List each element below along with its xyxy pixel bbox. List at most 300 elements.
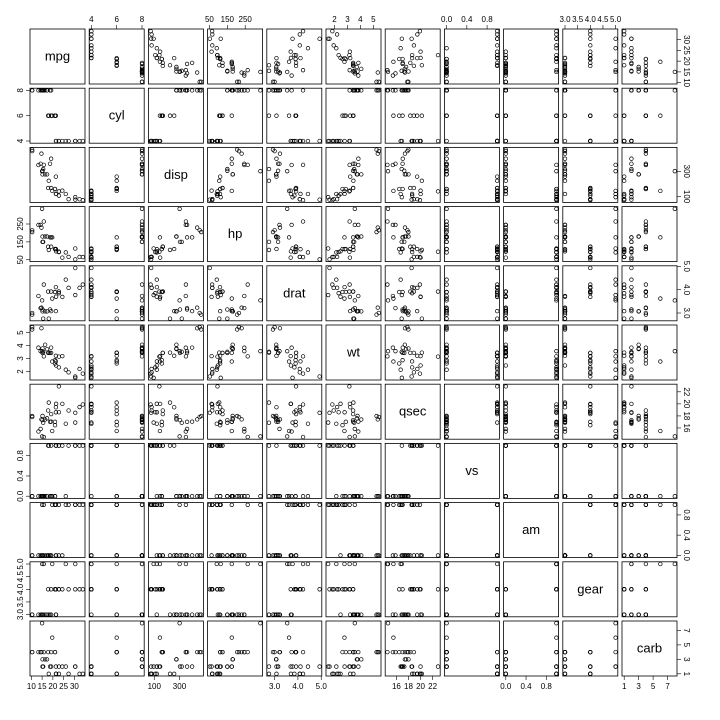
point-vs-qsec-27 <box>400 444 404 448</box>
point-hp-mpg-18 <box>73 258 77 262</box>
point-carb-wt-30 <box>353 621 357 625</box>
point-disp-vs-3 <box>495 175 499 179</box>
point-mpg-cyl-7 <box>90 50 94 54</box>
point-drat-mpg-26 <box>64 278 68 282</box>
point-vs-carb-10 <box>644 444 648 448</box>
panel-am-disp <box>148 503 203 558</box>
point-carb-drat-26 <box>306 665 310 669</box>
point-drat-vs-18 <box>495 266 499 270</box>
point-cyl-drat-26 <box>306 139 310 143</box>
point-hp-qsec-9 <box>408 245 412 249</box>
point-gear-mpg-15 <box>30 613 34 617</box>
point-disp-carb-5 <box>622 179 626 183</box>
point-disp-wt-3 <box>348 175 352 179</box>
tick-left-vs-0-label: 0.0 <box>16 490 25 502</box>
point-drat-hp-22 <box>226 308 230 312</box>
point-disp-drat-24 <box>275 157 279 161</box>
point-mpg-carb-13 <box>637 70 641 74</box>
point-mpg-disp-5 <box>168 63 172 67</box>
point-hp-wt-7 <box>348 256 352 260</box>
point-hp-mpg-26 <box>64 251 68 255</box>
point-am-cyl-20 <box>90 554 94 558</box>
point-wt-qsec-10 <box>412 351 416 355</box>
point-qsec-cyl-5 <box>115 401 119 405</box>
point-mpg-wt-16 <box>376 71 380 75</box>
panel-am-qsec <box>385 503 440 558</box>
panel-qsec-cyl <box>89 384 144 439</box>
point-qsec-carb-8 <box>630 385 634 389</box>
point-disp-hp-4 <box>230 162 234 166</box>
point-gear-qsec-8 <box>436 588 440 592</box>
point-drat-carb-8 <box>630 290 634 294</box>
point-drat-hp-31 <box>218 285 222 289</box>
point-disp-carb-24 <box>630 157 634 161</box>
point-disp-qsec-29 <box>392 189 396 193</box>
point-qsec-wt-31 <box>343 411 347 415</box>
tick-left-wt-1-label: 3 <box>16 356 25 361</box>
point-hp-drat-28 <box>301 220 305 224</box>
point-am-vs-24 <box>445 554 449 558</box>
point-qsec-disp-28 <box>184 435 188 439</box>
tick-left-wt-2-label: 4 <box>16 343 25 348</box>
point-carb-drat-29 <box>287 636 291 640</box>
point-carb-drat-5 <box>267 672 271 676</box>
point-wt-qsec-17 <box>416 367 420 371</box>
panel-hp-drat <box>267 207 322 262</box>
point-drat-mpg-25 <box>67 286 71 290</box>
point-cyl-disp-24 <box>190 89 194 93</box>
point-hp-carb-10 <box>644 245 648 249</box>
tick-bottom-am-1-label: 0.4 <box>520 682 532 691</box>
point-vs-gear-30 <box>614 494 618 498</box>
point-drat-mpg-19 <box>81 283 85 287</box>
point-cyl-drat-23 <box>290 89 294 93</box>
panel-cyl-wt <box>326 88 381 143</box>
point-mpg-wt-19 <box>331 29 335 33</box>
point-mpg-carb-27 <box>630 37 634 41</box>
point-drat-wt-10 <box>351 290 355 294</box>
point-disp-drat-22 <box>276 169 280 173</box>
point-carb-cyl-24 <box>140 665 144 669</box>
tick-left-gear-2-label: 4.0 <box>16 583 25 595</box>
point-carb-disp-13 <box>175 658 179 662</box>
point-qsec-disp-3 <box>172 405 176 409</box>
point-vs-am-31 <box>555 444 559 448</box>
point-wt-vs-28 <box>445 355 449 359</box>
point-mpg-carb-29 <box>659 60 663 64</box>
point-wt-gear-20 <box>563 364 567 368</box>
point-qsec-vs-8 <box>495 385 499 389</box>
panel-cyl-vs <box>444 88 499 143</box>
point-qsec-drat-3 <box>275 405 279 409</box>
point-qsec-hp-3 <box>218 405 222 409</box>
point-wt-qsec-6 <box>394 349 398 353</box>
point-gear-disp-13 <box>175 613 179 617</box>
point-drat-disp-5 <box>168 317 172 321</box>
point-carb-gear-29 <box>614 636 618 640</box>
point-drat-carb-5 <box>622 317 626 321</box>
point-wt-drat-29 <box>287 360 291 364</box>
point-carb-vs-31 <box>495 665 499 669</box>
point-drat-carb-18 <box>630 266 634 270</box>
point-disp-carb-30 <box>673 169 677 173</box>
point-vs-am-30 <box>555 494 559 498</box>
point-carb-disp-4 <box>185 665 189 669</box>
tick-right-am-2-label: 0.8 <box>682 509 691 521</box>
point-qsec-wt-25 <box>332 409 336 413</box>
point-drat-carb-21 <box>630 317 634 321</box>
point-disp-carb-13 <box>637 173 641 177</box>
point-drat-qsec-30 <box>386 299 390 303</box>
point-mpg-vs-15 <box>445 80 449 84</box>
panel-gear-vs <box>444 562 499 617</box>
panel-qsec-vs <box>444 384 499 439</box>
point-carb-qsec-28 <box>386 650 390 654</box>
tick-left-cyl-0-label: 4 <box>16 138 25 144</box>
point-mpg-disp-27 <box>152 37 156 41</box>
point-am-qsec-19 <box>418 503 422 507</box>
point-hp-drat-29 <box>287 236 291 240</box>
point-hp-wt-27 <box>326 247 330 251</box>
point-disp-mpg-27 <box>73 195 77 199</box>
panel-vs-gear <box>563 443 618 498</box>
point-mpg-drat-3 <box>275 56 279 60</box>
point-carb-mpg-26 <box>64 665 68 669</box>
point-disp-hp-24 <box>230 157 234 161</box>
point-drat-qsec-8 <box>436 290 440 294</box>
panel-drat-disp <box>148 266 203 321</box>
point-am-carb-23 <box>644 554 648 558</box>
point-disp-qsec-3 <box>415 175 419 179</box>
point-wt-carb-31 <box>630 360 634 364</box>
point-wt-qsec-2 <box>410 366 414 370</box>
point-disp-am-5 <box>504 179 508 183</box>
point-am-qsec-23 <box>391 554 395 558</box>
point-gear-wt-28 <box>348 562 352 566</box>
point-qsec-hp-28 <box>246 435 250 439</box>
tick-right-disp-1-label: 300 <box>682 164 691 178</box>
point-drat-qsec-5 <box>420 317 424 321</box>
point-drat-carb-26 <box>630 278 634 282</box>
point-mpg-carb-1 <box>644 57 648 61</box>
point-cyl-carb-31 <box>630 139 634 143</box>
point-wt-qsec-26 <box>399 368 403 372</box>
point-mpg-carb-7 <box>630 50 634 54</box>
point-am-carb-28 <box>644 503 648 507</box>
point-qsec-mpg-3 <box>54 405 58 409</box>
point-disp-drat-25 <box>298 197 302 201</box>
point-hp-am-28 <box>555 220 559 224</box>
point-qsec-cyl-29 <box>115 429 119 433</box>
point-am-mpg-7 <box>61 554 65 558</box>
point-gear-drat-26 <box>306 562 310 566</box>
point-hp-wt-6 <box>353 223 357 227</box>
point-drat-mpg-18 <box>73 266 77 270</box>
point-carb-cyl-25 <box>90 672 94 676</box>
point-qsec-wt-1 <box>344 420 348 424</box>
point-wt-hp-23 <box>243 346 247 350</box>
point-vs-hp-30 <box>259 494 263 498</box>
point-drat-disp-31 <box>155 285 159 289</box>
point-mpg-gear-25 <box>589 44 593 48</box>
point-am-disp-5 <box>168 554 172 558</box>
point-am-gear-10 <box>589 554 593 558</box>
point-hp-gear-26 <box>614 251 618 255</box>
panel-cyl-carb <box>622 88 677 143</box>
panel-mpg-am <box>504 29 559 84</box>
point-vs-am-24 <box>504 494 508 498</box>
point-mpg-qsec-3 <box>415 56 419 60</box>
point-mpg-qsec-8 <box>436 53 440 57</box>
point-qsec-wt-28 <box>348 435 352 439</box>
point-carb-drat-3 <box>275 672 279 676</box>
point-carb-am-28 <box>555 650 559 654</box>
point-wt-gear-28 <box>614 355 618 359</box>
point-gear-carb-25 <box>622 588 626 592</box>
point-wt-hp-7 <box>210 354 214 358</box>
point-hp-disp-7 <box>158 256 162 260</box>
point-qsec-wt-27 <box>326 421 330 425</box>
point-vs-hp-22 <box>226 494 230 498</box>
panel-wt-cyl <box>89 325 144 380</box>
point-qsec-disp-27 <box>152 421 156 425</box>
point-disp-gear-13 <box>563 173 567 177</box>
point-gear-cyl-10 <box>115 588 119 592</box>
tick-right-qsec-1-label: 18 <box>682 411 691 421</box>
point-gear-hp-29 <box>230 562 234 566</box>
point-drat-carb-29 <box>659 297 663 301</box>
point-wt-drat-8 <box>294 355 298 359</box>
point-hp-disp-3 <box>172 247 176 251</box>
point-qsec-hp-9 <box>221 412 225 416</box>
point-mpg-wt-17 <box>335 33 339 37</box>
tick-right-drat-1-label: 4.0 <box>682 284 691 296</box>
point-mpg-disp-24 <box>190 61 194 65</box>
point-cyl-gear-30 <box>614 89 618 93</box>
point-mpg-qsec-18 <box>410 37 414 41</box>
point-cyl-mpg-15 <box>30 89 34 93</box>
point-disp-drat-18 <box>318 198 322 202</box>
point-mpg-gear-29 <box>614 60 618 64</box>
point-disp-vs-5 <box>495 179 499 183</box>
point-disp-qsec-13 <box>407 173 411 177</box>
point-vs-cyl-26 <box>90 494 94 498</box>
point-qsec-am-19 <box>555 403 559 407</box>
point-hp-vs-30 <box>445 207 449 211</box>
point-wt-mpg-12 <box>45 347 49 351</box>
point-disp-gear-30 <box>614 169 618 173</box>
point-mpg-qsec-29 <box>392 60 396 64</box>
point-disp-qsec-27 <box>400 195 404 199</box>
point-mpg-disp-4 <box>185 62 189 66</box>
panel-mpg-vs <box>444 29 499 84</box>
point-wt-vs-26 <box>445 368 449 372</box>
panel-am-cyl <box>89 503 144 558</box>
panel-vs-qsec <box>385 443 440 498</box>
point-drat-mpg-23 <box>37 294 41 298</box>
point-carb-drat-23 <box>290 650 294 654</box>
point-drat-wt-17 <box>335 286 339 290</box>
variable-label-disp: disp <box>163 166 188 182</box>
point-cyl-drat-30 <box>285 89 289 93</box>
tick-left-hp-1-label: 150 <box>16 235 25 249</box>
variable-label-carb: carb <box>636 640 663 656</box>
tick-bottom-carb-1-label: 3 <box>636 682 641 691</box>
point-drat-wt-27 <box>326 293 330 297</box>
panel-disp-drat <box>267 147 322 202</box>
point-mpg-drat-27 <box>291 37 295 41</box>
point-cyl-wt-28 <box>348 89 352 93</box>
point-drat-gear-18 <box>589 266 593 270</box>
point-hp-mpg-13 <box>41 235 45 239</box>
tick-top-gear-0-label: 3.0 <box>559 15 571 24</box>
point-vs-carb-29 <box>659 494 663 498</box>
point-mpg-cyl-27 <box>90 37 94 41</box>
point-drat-disp-28 <box>184 283 188 287</box>
point-cyl-gear-20 <box>563 139 567 143</box>
point-carb-drat-20 <box>289 672 293 676</box>
point-carb-cyl-10 <box>115 650 119 654</box>
point-mpg-wt-23 <box>357 74 361 78</box>
point-drat-vs-26 <box>445 278 449 282</box>
point-disp-drat-30 <box>285 169 289 173</box>
point-disp-wt-5 <box>352 179 356 183</box>
point-drat-gear-28 <box>614 283 618 287</box>
point-qsec-wt-29 <box>343 429 347 433</box>
point-wt-drat-18 <box>318 375 322 379</box>
point-carb-drat-21 <box>267 665 271 669</box>
point-qsec-carb-29 <box>659 429 663 433</box>
point-am-carb-31 <box>630 503 634 507</box>
point-hp-qsec-22 <box>402 240 406 244</box>
tick-bottom-drat-0-label: 3.0 <box>269 682 281 691</box>
point-cyl-drat-3 <box>275 114 279 118</box>
tick-bottom-drat-1-label: 4.0 <box>292 682 304 691</box>
point-disp-am-30 <box>555 169 559 173</box>
point-drat-carb-30 <box>673 299 677 303</box>
point-carb-mpg-29 <box>50 636 54 640</box>
point-wt-carb-11 <box>637 343 641 347</box>
point-gear-cyl-31 <box>90 588 94 592</box>
point-wt-gear-29 <box>614 360 618 364</box>
point-carb-mpg-27 <box>73 665 77 669</box>
point-drat-carb-31 <box>630 285 634 289</box>
tick-bottom-drat-2-label: 5.0 <box>315 682 327 691</box>
tick-right-qsec-3-label: 22 <box>682 387 691 397</box>
point-carb-disp-5 <box>168 672 172 676</box>
point-wt-hp-6 <box>243 349 247 353</box>
point-mpg-carb-26 <box>630 46 634 50</box>
point-wt-qsec-28 <box>386 355 390 359</box>
point-gear-hp-23 <box>243 613 247 617</box>
point-carb-am-13 <box>504 658 508 662</box>
point-disp-mpg-7 <box>61 189 65 193</box>
point-hp-am-25 <box>555 255 559 259</box>
point-vs-drat-5 <box>267 444 271 448</box>
point-cyl-disp-3 <box>172 114 176 118</box>
point-mpg-gear-15 <box>563 80 567 84</box>
point-disp-gear-20 <box>563 192 567 196</box>
tick-right-mpg-0-label: 10 <box>682 78 691 88</box>
point-mpg-gear-27 <box>614 37 618 41</box>
tick-right-carb-1-label: 3 <box>682 657 691 662</box>
tick-right-mpg-4-label: 30 <box>682 35 691 45</box>
point-wt-cyl-28 <box>140 355 144 359</box>
point-wt-qsec-29 <box>392 360 396 364</box>
point-carb-hp-10 <box>221 650 225 654</box>
point-disp-mpg-4 <box>48 162 52 166</box>
point-carb-mpg-30 <box>40 621 44 625</box>
point-hp-am-23 <box>504 223 508 227</box>
point-mpg-drat-23 <box>290 74 294 78</box>
point-mpg-qsec-13 <box>407 70 411 74</box>
point-am-hp-22 <box>226 554 230 558</box>
point-carb-drat-13 <box>274 658 278 662</box>
panel-gear-disp <box>148 562 203 617</box>
point-wt-drat-20 <box>289 364 293 368</box>
point-qsec-disp-30 <box>178 435 182 439</box>
point-vs-qsec-8 <box>436 444 440 448</box>
point-drat-wt-18 <box>328 266 332 270</box>
panel-gear-am <box>504 562 559 617</box>
point-wt-drat-10 <box>294 351 298 355</box>
point-qsec-wt-17 <box>335 405 339 409</box>
point-carb-gear-27 <box>614 665 618 669</box>
point-wt-qsec-31 <box>410 360 414 364</box>
point-gear-disp-20 <box>155 613 159 617</box>
point-hp-disp-4 <box>185 236 189 240</box>
point-wt-disp-17 <box>150 367 154 371</box>
point-vs-wt-28 <box>348 494 352 498</box>
point-gear-drat-28 <box>301 562 305 566</box>
point-disp-drat-23 <box>290 163 294 167</box>
point-vs-drat-21 <box>267 494 271 498</box>
point-disp-drat-31 <box>299 192 303 196</box>
point-am-carb-25 <box>622 503 626 507</box>
point-wt-qsec-30 <box>386 349 390 353</box>
point-drat-carb-13 <box>637 310 641 314</box>
point-carb-wt-26 <box>335 665 339 669</box>
tick-bottom-carb-3-label: 7 <box>665 682 670 691</box>
point-am-cyl-31 <box>90 503 94 507</box>
point-cyl-gear-5 <box>563 114 567 118</box>
point-cyl-carb-28 <box>644 89 648 93</box>
point-hp-qsec-29 <box>392 236 396 240</box>
point-disp-carb-3 <box>622 175 626 179</box>
panel-vs-mpg <box>30 443 85 498</box>
point-disp-gear-28 <box>614 163 618 167</box>
point-qsec-drat-6 <box>278 427 282 431</box>
point-mpg-drat-18 <box>318 37 322 41</box>
point-qsec-disp-16 <box>195 418 199 422</box>
point-carb-wt-23 <box>357 650 361 654</box>
point-hp-cyl-22 <box>140 240 144 244</box>
point-qsec-mpg-5 <box>47 401 51 405</box>
point-mpg-wt-28 <box>348 68 352 72</box>
point-qsec-drat-5 <box>267 401 271 405</box>
point-qsec-disp-8 <box>158 385 162 389</box>
point-wt-am-20 <box>504 364 508 368</box>
point-cyl-vs-10 <box>495 114 499 118</box>
point-am-carb-24 <box>630 554 634 558</box>
point-am-carb-20 <box>622 554 626 558</box>
point-cyl-qsec-9 <box>408 114 412 118</box>
panel-qsec-am <box>504 384 559 439</box>
variable-label-gear: gear <box>577 581 604 597</box>
point-drat-mpg-21 <box>41 317 45 321</box>
point-cyl-drat-21 <box>267 89 271 93</box>
point-wt-qsec-27 <box>400 376 404 380</box>
